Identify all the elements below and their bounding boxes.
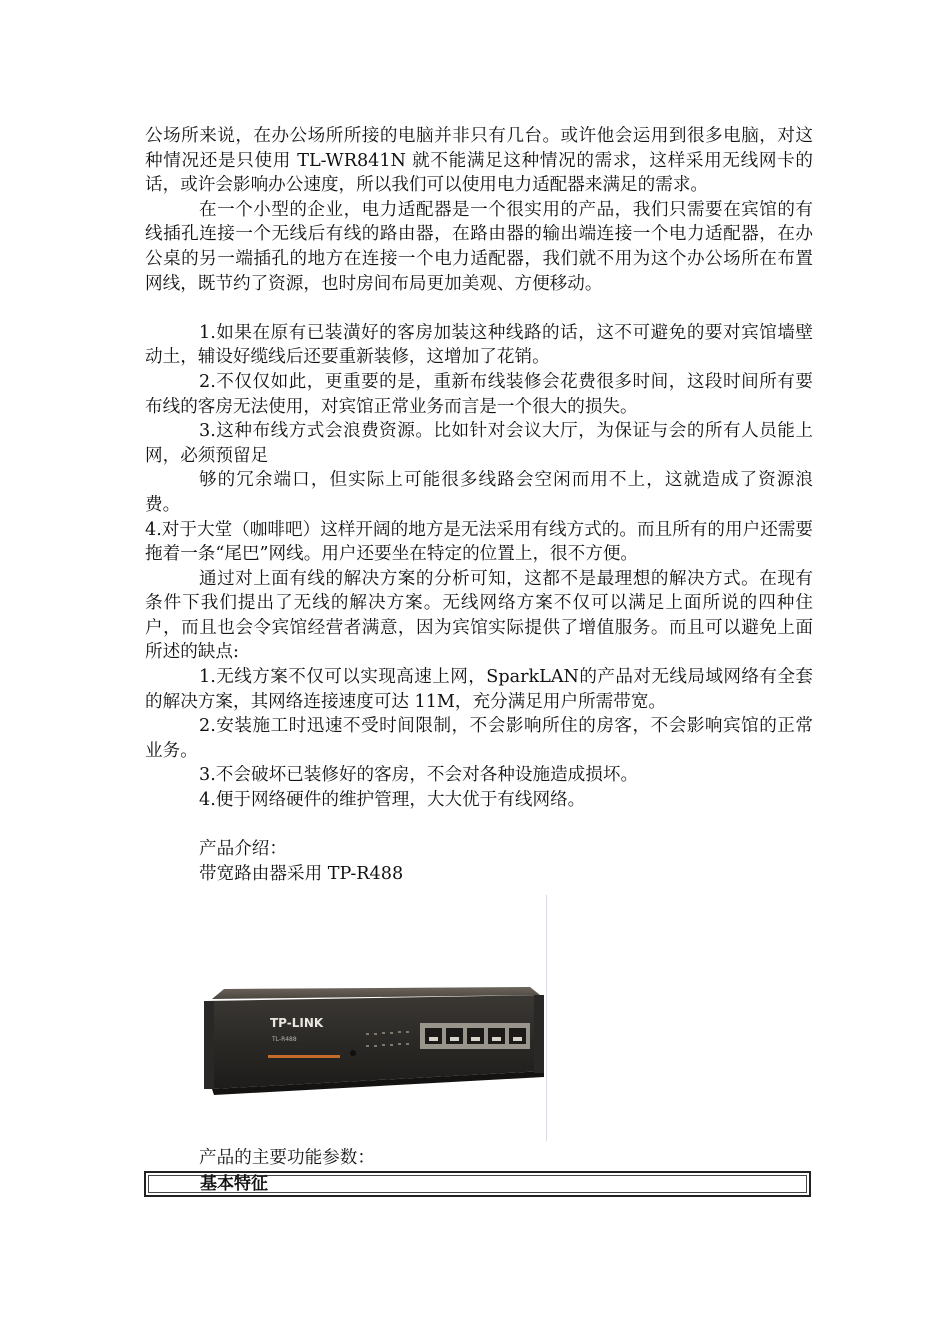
paragraph-benefit-4: 4.便于网络硬件的维护管理，大大优于有线网络。 xyxy=(199,790,586,811)
paragraph-point-1: 1.如果在原有已装潢好的客房加装这种线路的话，这不可避免的要对宾馆墙壁动土，辅设好缆线后还要重新装修，这增加了花销。 xyxy=(145,322,813,368)
paragraph-point-3: 3.这种布线方式会浪费资源。比如针对会议大厅，为保证与会的所有人员能上网，必须预留足 xyxy=(145,421,813,466)
brand-label: TP-LINK xyxy=(270,1016,324,1030)
paragraph-point-3-continued: 够的冗余端口，但实际上可能很多线路会空闲而用不上，这就造成了资源浪费。 xyxy=(145,470,813,515)
router-model-line: 带宽路由器采用 TP-R488 xyxy=(199,863,404,884)
document-body xyxy=(145,124,813,886)
paragraph-point-2: 2.不仅仅如此，更重要的是，重新布线装修会花费很多时间，这段时间所有要布线的客房无法使用，对宾馆正常业务而言是一个很大的损失。 xyxy=(145,371,813,417)
params-label: 产品的主要功能参数： xyxy=(199,1148,375,1168)
product-intro-label: 产品介绍： xyxy=(199,839,287,860)
feature-table xyxy=(144,1171,811,1197)
paragraph-benefit-3: 3.不会破坏已装修好的客房，不会对各种设施造成损坏。 xyxy=(199,765,639,786)
paragraph-benefit-2: 2.安装施工时迅速不受时间限制，不会影响所住的房客，不会影响宾馆的正常业务。 xyxy=(145,716,813,761)
paragraph-power-adapter: 在一个小型的企业，电力适配器是一个很实用的产品，我们只需要在宾馆的有线插孔连接一个无线后有线的路由器，在路由器的输出端连接一个电力适配器，在办公桌的另一端插孔的地方在连接一个电力适配器，我们就不用为这个办公场所在布置网线，既节约了资源，也时房间布局更加美观、方便移动。 xyxy=(145,199,813,294)
router-illustration xyxy=(198,895,546,1141)
router-photo xyxy=(198,895,547,1141)
model-label: TL-R488 xyxy=(272,1036,297,1043)
paragraph-point-4: 4.对于大堂（咖啡吧）这样开阔的地方是无法采用有线方式的。而且所有的用户还需要拖着一条“尾巴”网线。用户还要坐在特定的位置上，很不方便。 xyxy=(145,519,813,565)
blank-line xyxy=(145,296,813,321)
blank-line xyxy=(145,813,813,838)
paragraph-benefit-1: 1.无线方案不仅可以实现高速上网，SparkLAN的产品对无线局域网络有全套的解决方案，其网络连接速度可达 11M，充分满足用户所需带宽。 xyxy=(145,667,813,712)
paragraph-intro: 公场所来说，在办公场所所接的电脑并非只有几台。或许他会运用到很多电脑，对这种情况还是只使用 TL-WR841N 就不能满足这种情况的需求，这样采用无线网卡的话，或许会影响办公速度，所以我们可以使用电力适配器来满足的需求。 xyxy=(145,126,813,196)
paragraph-analysis: 通过对上面有线的解决方案的分析可知，这都不是最理想的解决方式。在现有条件下我们提出了无线的解决方案。无线网络方案不仅可以满足上面所说的四种住户，而且也会令宾馆经营者满意，因为宾馆实际提供了增值服务。而且可以避免上面所述的缺点: xyxy=(145,568,813,663)
feature-table-header: 基本特征 xyxy=(200,1174,268,1194)
